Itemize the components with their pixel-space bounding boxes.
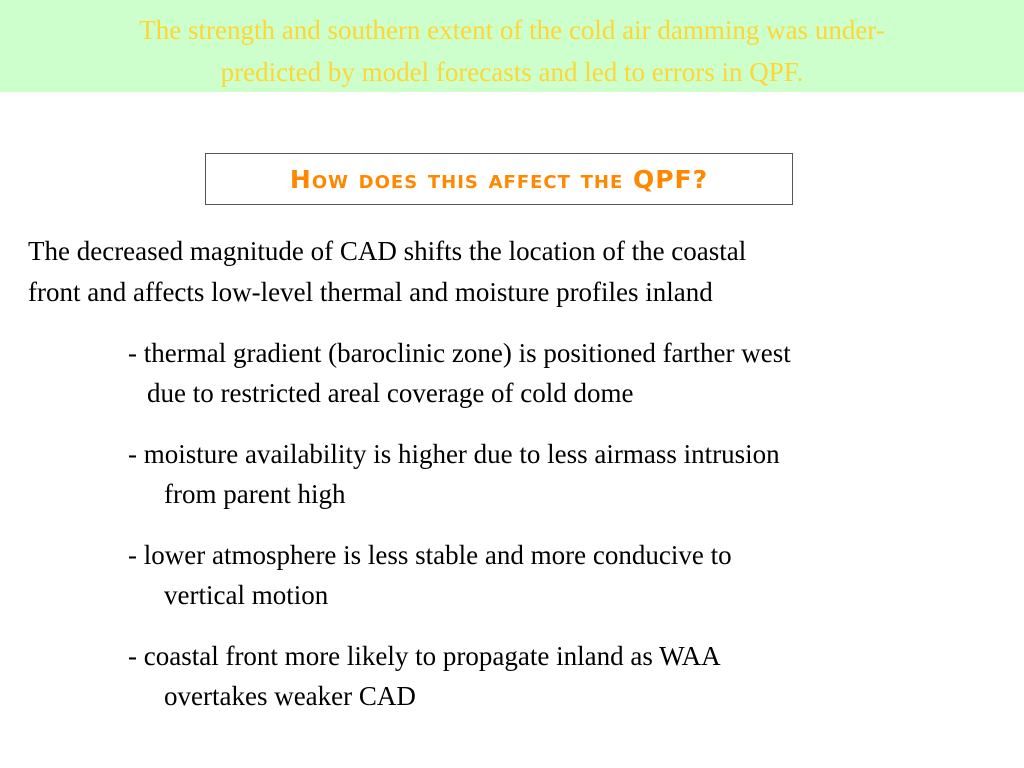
banner-line-1: The strength and southern extent of the cold air damming was under- <box>139 15 885 45</box>
bullet-list <box>128 333 1008 737</box>
bullet-item-lower-atmosphere <box>128 535 1008 615</box>
intro-line-2: front and affects low-level thermal and moisture profiles inland <box>28 277 713 307</box>
question-heading: How does this affect the QPF? <box>289 164 709 194</box>
intro-line-1: The decreased magnitude of CAD shifts the location of the coastal <box>28 236 747 266</box>
banner-line-2: predicted by model forecasts and led to errors in QPF. <box>220 57 804 87</box>
bullet-continuation: vertical motion <box>164 580 329 610</box>
intro-paragraph <box>28 231 988 313</box>
question-heading-box <box>205 153 793 205</box>
bullet-item-thermal-gradient <box>128 333 1008 413</box>
bullet-continuation: due to restricted areal coverage of cold dome <box>147 378 634 408</box>
bullet-continuation: overtakes weaker CAD <box>164 681 416 711</box>
bullet-text: - coastal front more likely to propagate inland as WAA <box>128 641 721 671</box>
bullet-item-coastal-front <box>128 636 1008 716</box>
bullet-item-moisture-availability <box>128 434 1008 514</box>
title-banner <box>0 0 1024 92</box>
bullet-continuation: from parent high <box>164 479 346 509</box>
bullet-text: - moisture availability is higher due to less airmass intrusion <box>128 439 780 469</box>
bullet-text: - lower atmosphere is less stable and more conducive to <box>128 540 732 570</box>
bullet-text: - thermal gradient (baroclinic zone) is positioned farther west <box>128 338 791 368</box>
